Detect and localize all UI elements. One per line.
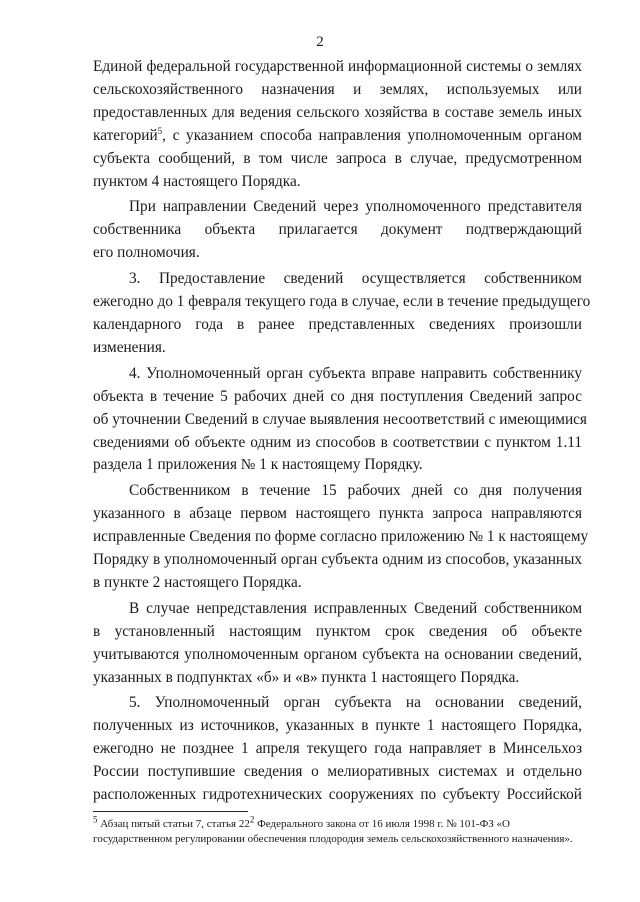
text-line	[93, 291, 591, 314]
footnote-article-superscript: 2	[249, 814, 255, 825]
text-line	[93, 56, 582, 79]
line-text: учитываются уполномоченным органом субъекта на основании сведений,	[93, 645, 582, 663]
text-line	[93, 503, 582, 526]
line-text: Собственником в течение 15 рабочих дней со дня получения	[129, 482, 582, 500]
line-text: его полномочия.	[93, 244, 200, 262]
line-text: Порядку в уполномоченный орган субъекта одним из способов, указанных	[93, 551, 582, 569]
line-text: категорий	[93, 126, 158, 144]
text-line	[93, 314, 582, 337]
text-line	[93, 337, 582, 360]
text-line	[93, 572, 582, 595]
text-line	[93, 598, 582, 621]
line-text: субъекта сообщений, в том числе запроса в случае, предусмотренном	[93, 149, 582, 167]
text-line	[93, 692, 582, 715]
text-line	[93, 148, 582, 171]
text-line	[93, 102, 582, 125]
line-text: , с указанием способа направления уполномоченным органом	[162, 126, 582, 144]
text-line	[93, 480, 582, 503]
text-line	[93, 268, 582, 291]
footnote-separator	[93, 811, 248, 812]
footnote-text-start: Абзац пятый статьи 7, статья 22	[97, 818, 250, 830]
line-text: ежегодно не позднее 1 апреля текущего года направляет в Минсельхоз	[93, 740, 582, 758]
text-line	[93, 196, 582, 219]
line-text: предоставленных для ведения сельского хозяйства в составе земель иных	[93, 103, 582, 121]
text-line	[93, 454, 582, 477]
footnote-reference: 5	[157, 125, 163, 136]
footnote	[93, 814, 582, 847]
line-text: календарного года в ранее представленных сведениях произошли	[93, 315, 582, 333]
line-text: расположенных гидротехнических сооружениях по субъекту Российской	[93, 786, 582, 804]
text-line	[93, 644, 582, 667]
line-text: 4. Уполномоченный орган субъекта вправе направить собственнику	[129, 364, 582, 382]
line-text: объекта в течение 5 рабочих дней со дня поступления Сведений запрос	[93, 387, 582, 405]
line-text: пунктом 4 настоящего Порядка.	[93, 172, 301, 190]
text-line	[93, 715, 582, 738]
line-text: собственника объекта прилагается документ подтверждающий	[93, 221, 582, 239]
text-line	[93, 667, 582, 690]
line-text: При направлении Сведений через уполномоченного представителя	[129, 198, 582, 216]
line-text: сельскохозяйственного назначения и землях, используемых или	[93, 80, 582, 98]
text-line	[93, 409, 587, 432]
text-line	[93, 621, 582, 644]
text-line	[93, 171, 582, 194]
line-text: в пункте 2 настоящего Порядка.	[93, 573, 302, 591]
text-line	[93, 526, 589, 549]
line-text: изменения.	[93, 338, 166, 356]
body-text	[93, 56, 591, 807]
line-text: указанных в подпунктах «б» и «в» пункта 1 настоящего Порядка.	[93, 668, 520, 686]
text-line	[93, 761, 582, 784]
footnote-text-end: Федерального закона от 16 июля 1998 г. № 101-ФЗ «О государственном регулировании обеспечения плодородия земель сельскохозяйственного назначения».	[93, 818, 573, 845]
footnote-marker: 5	[93, 814, 98, 825]
line-text: России поступившие сведения о мелиоративных системах и отдельно	[93, 763, 582, 781]
text-line	[93, 242, 582, 265]
text-line	[93, 738, 582, 761]
line-text: сведениями об объекте одним из способов в соответствии с пунктом 1.11	[93, 433, 582, 451]
text-line	[93, 432, 582, 455]
line-text: в установленный настоящим пунктом срок сведения об объекте	[93, 622, 582, 640]
text-line	[93, 784, 582, 807]
page-number: 2	[316, 34, 324, 50]
line-text: Единой федеральной государственной информационной системы о землях	[93, 58, 582, 75]
text-line	[93, 549, 582, 572]
text-line	[93, 219, 582, 242]
line-text: ежегодно до 1 февраля текущего года в случае, если в течение предыдущего	[93, 293, 591, 311]
text-line	[93, 125, 582, 148]
line-text: полученных из источников, указанных в пункте 1 настоящего Порядка,	[93, 717, 582, 735]
text-line	[93, 79, 582, 102]
text-line	[93, 386, 582, 409]
line-text: 5. Уполномоченный орган субъекта на основании сведений,	[129, 694, 582, 712]
line-text: об уточнении Сведений в случае выявления несоответствий с имеющимися	[93, 410, 587, 428]
line-text: указанного в абзаце первом настоящего пункта запроса направляются	[93, 505, 582, 523]
text-line	[93, 363, 582, 386]
line-text: В случае непредставления исправленных Сведений собственником	[129, 599, 582, 617]
line-text: раздела 1 приложения № 1 к настоящему Порядку.	[93, 456, 423, 474]
line-text: 3. Предоставление сведений осуществляется собственником	[129, 270, 582, 288]
line-text: исправленные Сведения по форме согласно приложению № 1 к настоящему	[93, 528, 589, 546]
